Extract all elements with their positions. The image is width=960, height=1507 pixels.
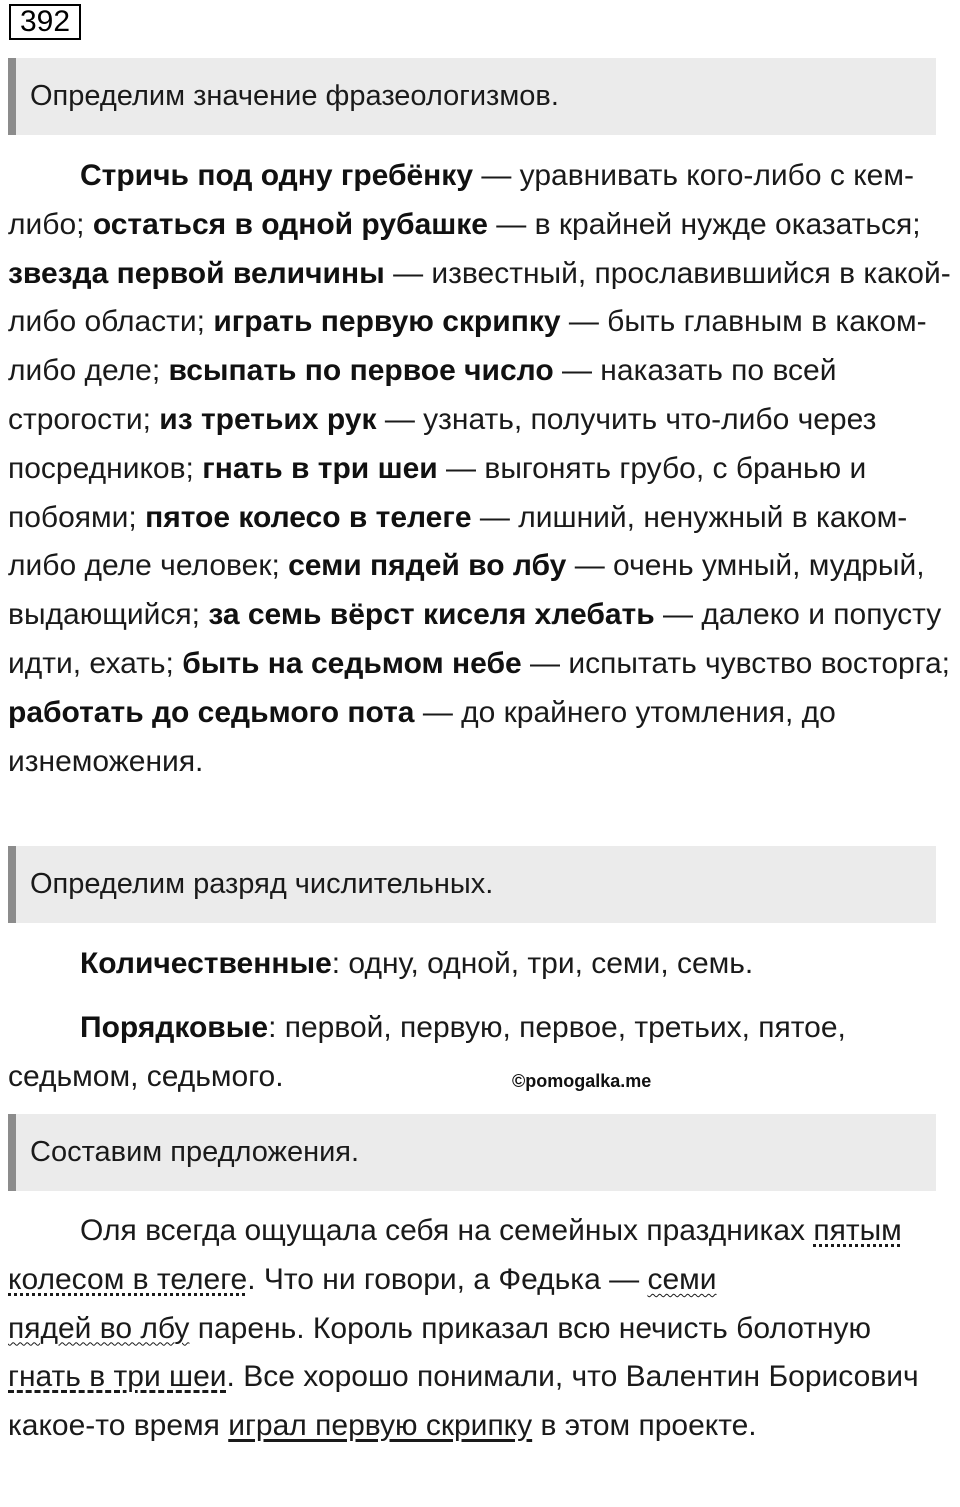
idiom-term: пятое колесо в телеге <box>145 500 472 534</box>
cardinal-text <box>8 940 952 989</box>
idiom-underlined: гнать в три шеи <box>8 1360 227 1394</box>
meanings-text <box>8 152 952 786</box>
idiom-term: семи пядей во лбу <box>288 549 567 583</box>
idiom-underlined: играл первую скрипку <box>228 1409 533 1443</box>
sentences-text <box>8 1207 952 1451</box>
section-heading-text: Составим предложения. <box>30 1136 360 1168</box>
sentences-paragraph <box>8 1207 952 1451</box>
ordinal-values: : первой, первую, первое, третьих, пятое, седьмом, седьмого. <box>8 1011 846 1093</box>
ordinal-label: Порядковые <box>80 1011 269 1044</box>
idiom-term: за семь вёрст киселя хлебать <box>208 598 655 632</box>
idiom-definition: — очень умный, мудрый, выдающийся; <box>8 549 925 632</box>
idiom-term: гнать в три шеи <box>202 451 438 485</box>
ordinal-text <box>8 1004 952 1102</box>
sentence-text: Оля всегда ощущала себя на семейных праздниках <box>80 1214 814 1247</box>
meanings-paragraph <box>8 152 952 786</box>
sentence-text: в этом проекте. <box>532 1409 757 1443</box>
idiom-term: работать до седьмого пота <box>8 695 415 729</box>
watermark: ©pomogalka.me <box>512 1071 652 1091</box>
idiom-term: Стричь под одну гребёнку <box>80 159 474 192</box>
task-number: 392 <box>9 4 81 40</box>
idiom-definition: — узнать, получить что-либо через посредников; <box>8 402 877 485</box>
sentence-text: . Все хорошо понимали, что Валентин Борисович какое-то время <box>8 1360 919 1443</box>
idiom-definition: — наказать по всей строгости; <box>8 354 837 436</box>
idiom-definition: — выгонять грубо, с бранью и побоями; <box>8 451 867 534</box>
idiom-term: остаться в одной рубашке <box>92 207 488 241</box>
idiom-definition: — в крайней нужде оказаться; <box>487 207 921 241</box>
cardinal-values: : одну, одной, три, семи, семь. <box>331 947 754 980</box>
idiom-definition: — известный, прославившийся в какой-либо области; <box>8 256 951 339</box>
ordinal-paragraph <box>8 1004 952 1102</box>
idiom-term: из третьих рук <box>159 402 377 436</box>
idiom-definition: — быть главным в каком-либо деле; <box>8 305 927 388</box>
idiom-term: звезда первой величины <box>8 256 385 290</box>
cardinal-paragraph <box>8 940 952 989</box>
section-heading-meanings <box>8 58 936 135</box>
idiom-underlined: пятым колесом в телеге <box>8 1214 902 1296</box>
idiom-definition: — испытать чувство восторга; <box>521 646 951 680</box>
section-heading-sentences <box>8 1114 936 1191</box>
idiom-definition: — лишний, ненужный в каком-либо деле человек; <box>8 500 908 583</box>
sentence-text: . Что ни говори, а Федька — <box>247 1262 648 1296</box>
idiom-underlined: семи <box>647 1262 717 1296</box>
idiom-definition: — до крайнего утомления, до изнеможения. <box>8 695 836 778</box>
idiom-term: играть первую скрипку <box>213 305 561 339</box>
idiom-term: всыпать по первое число <box>168 354 554 388</box>
idiom-term: быть на седьмом небе <box>182 646 522 680</box>
idiom-underlined: пядей во лбу <box>8 1311 190 1345</box>
section-heading-text: Определим значение фразеологизмов. <box>30 80 559 112</box>
cardinal-label: Количественные <box>80 947 332 980</box>
section-heading-numerals <box>8 846 936 923</box>
section-heading-text: Определим разряд числительных. <box>30 868 494 900</box>
idiom-definition: — уравнивать кого-либо с кем-либо; <box>8 159 914 241</box>
idiom-definition: — далеко и попусту идти, ехать; <box>8 598 942 680</box>
sentence-text: парень. Король приказал всю нечисть болотную <box>189 1311 872 1345</box>
